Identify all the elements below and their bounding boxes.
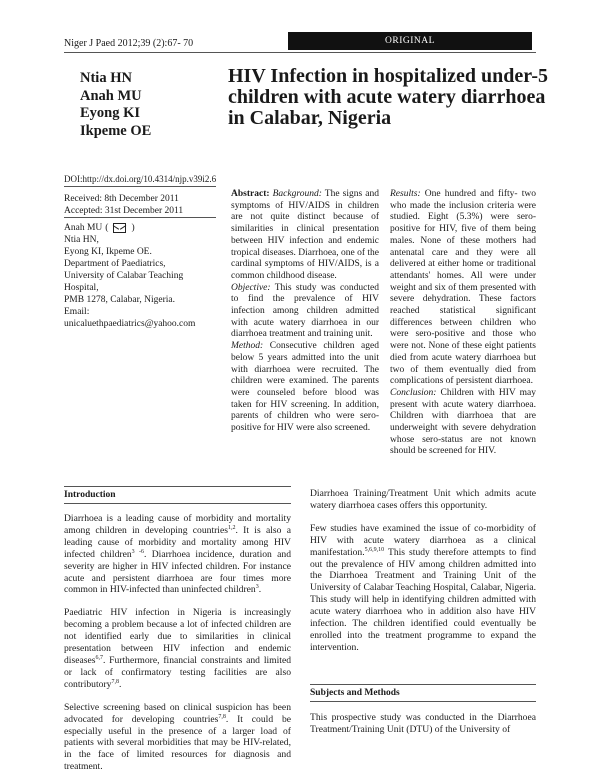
accepted-date: Accepted: 31st December 2011 bbox=[64, 206, 184, 216]
methods-paragraph: This prospective study was conducted in the Diarrhoea Treatment/Training Unit (DTU) of the University of bbox=[310, 712, 536, 735]
correspondence-line: Ntia HN, bbox=[64, 235, 99, 245]
introduction-left-column bbox=[64, 513, 291, 784]
introduction-heading: Introduction bbox=[64, 486, 291, 504]
correspondence-line: University of Calabar Teaching bbox=[64, 271, 184, 281]
correspondence-author: Anah MU ( ) bbox=[64, 223, 135, 233]
abstract-column bbox=[231, 189, 379, 435]
intro-paragraph: Diarrhoea Training/Treatment Unit which admits acute watery diarrhoea cases offers this opportunity. bbox=[310, 488, 536, 511]
received-date: Received: 8th December 2011 bbox=[64, 194, 179, 204]
author-list bbox=[80, 70, 151, 140]
correspondence-block bbox=[64, 222, 224, 330]
intro-paragraph: Selective screening based on clinical suspicion has been advocated for developing countries$^{7,8}$. It could be especially useful in the presence of a larger load of patients with several morbidities that may be HIV-related, in the face of limited resources for diagnosis and treatment. bbox=[64, 701, 292, 773]
correspondence-line: Department of Paediatrics, bbox=[64, 259, 166, 269]
correspondence-line: Eyong KI, Ikpeme OE. bbox=[64, 247, 152, 257]
correspondence-line: Hospital, bbox=[64, 283, 99, 293]
abstract-results-column bbox=[390, 189, 536, 458]
author-name: Ikpeme OE bbox=[80, 122, 152, 139]
correspondence-line: Email: bbox=[64, 307, 90, 317]
journal-reference: Niger J Paed 2012;39 (2):67- 70 bbox=[64, 38, 194, 49]
doi-rule bbox=[64, 186, 216, 187]
intro-paragraph: Paediatric HIV infection in Nigeria is increasingly becoming a problem because a lot of infected children are not identified early due to similarities in clinical presentation between HIV infection and endemic diseases$^{6,7}$. Furthermore, financial constraints and limited or lack of confirmatory testing facilities are also contributory$^{7,8}$. bbox=[64, 607, 291, 690]
header-rule bbox=[64, 52, 536, 53]
methods-column bbox=[310, 712, 536, 747]
abstract-objective: Objective: This study was conducted to find the prevalence of HIV infection among children admitted with acute watery diarrhoea in our diarrhoea treatment and training unit. bbox=[231, 282, 379, 340]
introduction-right-column bbox=[310, 488, 536, 665]
methods-heading: Subjects and Methods bbox=[310, 684, 536, 702]
dates-rule bbox=[64, 217, 216, 218]
email-link[interactable]: unicaluethpaediatrics@yahoo.com bbox=[64, 319, 196, 329]
section-label: ORIGINAL bbox=[288, 32, 532, 50]
article-title: HIV Infection in hospitalized under-5 children with acute watery diarrhoea in Calabar, Nigeria bbox=[228, 65, 549, 129]
abstract-results: Results: One hundred and fifty- two who made the inclusion criteria were studied. Eight (5.3%) were sero-positive for HIV, five of them being males. None of these mothers had antenatal care and they were all delivered at either home or traditional attendants' homes. All were under weight and six of them presented with severe dehydration. These factors reached statistical significant differences between children who were sero-positive and those who were not. None of these eight patients died from acute watery diarrhoea but two of them eventually died from complications of persistent diarrhoea. bbox=[390, 189, 536, 387]
envelope-icon bbox=[113, 223, 126, 233]
author-name: Anah MU bbox=[80, 87, 142, 104]
intro-paragraph: Diarrhoea is a leading cause of morbidity and mortality among children in developing countries$^{1,2}$. It is also a leading cause of morbidity and mortality among HIV infected children$^{3 -6}$. Diarrhoea incidence, duration and severity are higher in HIV infected children. For instance acute and persistent diarrhoea are four times more common in HIV-infected than uninfected children$^3$. bbox=[64, 513, 291, 596]
correspondence-name: Anah MU bbox=[64, 223, 103, 233]
correspondence-line: PMB 1278, Calabar, Nigeria. bbox=[64, 295, 175, 305]
abstract-conclusion: Conclusion: Children with HIV may present with acute watery diarrhoea. Children with diarrhoea that are underweight with severe dehydration whose sero-status are not known should be screened for HIV. bbox=[390, 387, 536, 457]
doi-link[interactable]: DOI:http://dx.doi.org/10.4314/njp.v39i2.6 bbox=[64, 174, 217, 184]
article-dates bbox=[64, 193, 183, 217]
author-name: Eyong KI bbox=[80, 105, 141, 122]
intro-paragraph: Few studies have examined the issue of co-morbidity of HIV with acute watery diarrhoea as a clinical manifestation.$^{5,6,9,10}$ This study therefore attempts to find out the prevalence of HIV among children admitted into the Diarrhoea Treatment and Training Unit of the University of Calabar Teaching Hospital, Calabar, Nigeria. This study will help in identifying children admitted with acute watery diarrhoea who in addition also have HIV infection. The children identified could eventually be enrolled into the treatment programme to expand the intervention. bbox=[310, 522, 536, 653]
author-name: Ntia HN bbox=[80, 70, 132, 86]
abstract-background: Abstract: Background: The signs and symptoms of HIV/AIDS in children are not quite distinct because of similarities in clinical presentation between HIV infection and endemic tropical diseases. Diarrhoea, one of the cardinal symptoms of HIV/AIDS, is a common childhood disease. bbox=[231, 189, 379, 281]
abstract-method: Method: Consecutive children aged below 5 years admitted into the unit with diarrhoea were recruited. The children were examined. The parents were counseled before blood was taken for HIV screening. In addition, parents of children who were sero-positive for HIV were also screened. bbox=[231, 341, 379, 434]
